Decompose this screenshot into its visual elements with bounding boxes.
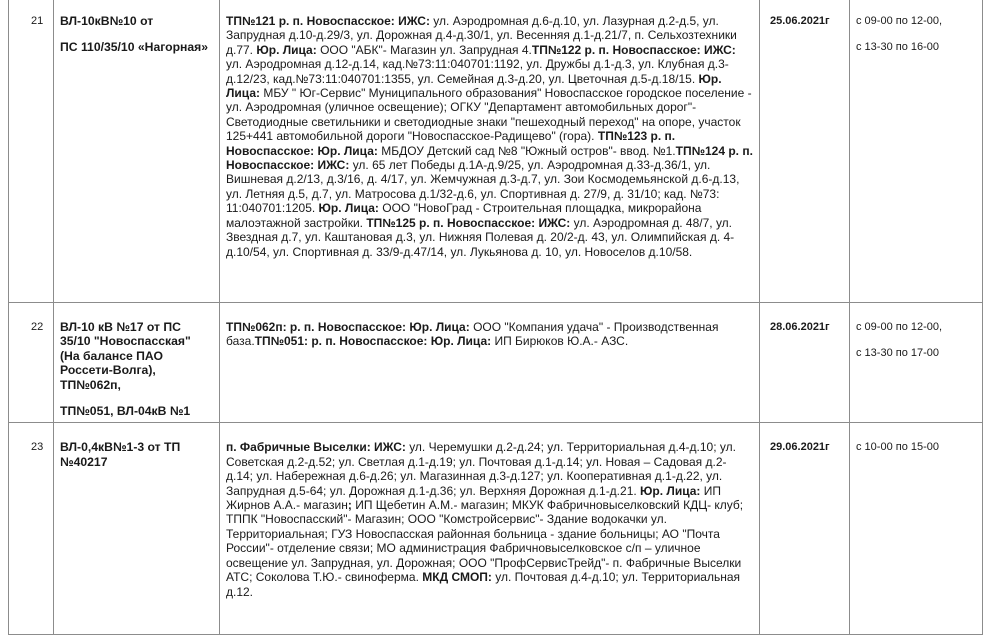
outage-time: с 09-00 по 12-00, <box>856 321 943 333</box>
consumer-text: ООО "НовоГрад - Строительная площадка, микрорайона малоэтажной застройки. <box>226 201 702 230</box>
table-row <box>9 0 983 303</box>
consumer-text: ул. 65 лет Победы д.1А-д.9/25, ул. Аэродромная д.33-д.36/1, ул. Вишневая д.2/13, д.3/16, д. 4/17, ул. Жемчужная д.3-д.7, ул. Зои Космодемьянской д.6-д.13, ул. Летняя д.5, д.7, ул. Матросова д.1/32-д.6, ул. Спортивная д. 27/9, д. 31/10; кад. №73: 11:040701:1205. <box>226 158 740 216</box>
row-number: 21 <box>9 0 54 303</box>
consumer-text: ул. Черемушки д.2-д.24; ул. Территориальная д.4-д.10; ул. Советская д.2-д.52; ул. Светлая д.1-д.19; ул. Почтовая д.1-д.14; ул. Новая – Садовая д.2-д.14; ул. Набережная д.6-д.26; ул. Магазинная д.3-д.127; ул. Кооперативная д.1-д.22, ул. Запрудная д.5-64; ул. Дорожная д.1-д.36; ул. Верхняя Дорожная д.1-д.21. <box>226 440 736 498</box>
consumer-heading: Юр. Лица: <box>226 71 722 101</box>
row-number: 23 <box>9 423 54 635</box>
power-line-cell <box>54 0 220 303</box>
power-line-text: ВЛ-10кВ№10 от <box>60 14 154 28</box>
power-line-cell <box>54 303 220 423</box>
consumer-text: ул. Почтовая д.4-д.10; ул. Территориальная д.12. <box>226 570 741 599</box>
outage-date: 25.06.2021г <box>760 0 850 303</box>
consumer-text: ул. Аэродромная д.6-д.10, ул. Лазурная д.2-д.5, ул. Запрудная д.10-д.29/3, ул. Дорожная д.4-д.30/1, ул. Весенняя д.1-д.21/7, п. Сельхозтехники д.77. <box>226 14 737 57</box>
outage-time-cell <box>850 303 983 423</box>
outage-schedule <box>8 0 982 635</box>
consumer-heading: ; <box>347 498 352 513</box>
power-line-cell <box>54 423 220 635</box>
consumer-heading: ТП№121 р. п. Новоспасское: ИЖС: <box>226 14 430 28</box>
consumer-text: ООО "Компания удача" - Производственная база. <box>226 320 719 349</box>
outage-time-cell <box>850 423 983 635</box>
consumer-heading: ТП№062п: р. п. Новоспасское: Юр. Лица: <box>226 320 470 334</box>
row-number: 22 <box>9 303 54 423</box>
consumer-heading: Юр. Лица: <box>256 42 317 57</box>
consumer-text: ИП Жирнов А.А.- магазин <box>226 483 722 513</box>
outage-time: с 13-30 по 17-00 <box>856 347 940 360</box>
consumer-heading: Юр. Лица: <box>640 483 701 498</box>
table-row <box>9 423 983 635</box>
consumer-heading: ТП№125 р. п. Новоспасское: ИЖС: <box>366 215 571 230</box>
outage-date: 28.06.2021г <box>760 303 850 423</box>
consumer-heading: Юр. Лица: <box>318 201 379 216</box>
consumer-text: ул. Аэродромная д. 48/7, ул. Звездная д.7, ул. Каштановая д.3, ул. Нижняя Полевая д. 20/2-д. 43, ул. Олимпийская д. 4-д.10/54, ул. Спортивная д. 33/9-д.47/14, ул. Лукьянова д. 10, ул. Новоселов д.10/58. <box>226 215 735 259</box>
outage-table-body <box>9 0 983 635</box>
power-line-text: ВЛ-0,4кВ№1-3 от ТП №40217 <box>60 440 181 469</box>
power-line-text: ТП№051, ВЛ-04кВ №1 <box>60 404 191 419</box>
outage-time: с 13-30 по 16-00 <box>856 41 940 54</box>
consumer-heading: ТП№123 р. п. Новоспасское: Юр. Лица: <box>226 129 676 158</box>
consumers-cell <box>220 423 760 635</box>
consumer-heading: МКД СМОП: <box>422 570 492 585</box>
power-line-text: ВЛ-10 кВ №17 от ПС 35/10 "Новоспасская" (На балансе ПАО Россети-Волга), ТП№062п, <box>60 320 191 392</box>
consumer-heading: ТП№051: р. п. Новоспасское: Юр. Лица: <box>254 334 492 349</box>
outage-time-cell <box>850 0 983 303</box>
consumer-heading: ТП№122 р. п. Новоспасское: ИЖС: <box>531 42 736 57</box>
consumer-text: ул. Аэродромная д.12-д.14, кад.№73:11:040701:1192, ул. Дружбы д.1-д.3, ул. Клубная д.3-д.12/23, кад.№73:11:040701:1355, ул. Семейная д.3-д.20, ул. Цветочная д.5-д.18/15. <box>226 57 729 86</box>
consumer-heading: п. Фабричные Выселки: ИЖС: <box>226 440 406 455</box>
table-row <box>9 303 983 423</box>
consumer-heading: ТП№124 р. п. Новоспасское: ИЖС: <box>226 143 753 173</box>
consumers-cell <box>220 0 760 303</box>
consumers-cell <box>220 303 760 423</box>
outage-date: 29.06.2021г <box>760 423 850 635</box>
outage-time: с 09-00 по 12-00, <box>856 15 943 27</box>
power-line-text: ПС 110/35/10 «Нагорная» <box>60 40 209 55</box>
consumer-text: МБДОУ Детский сад №8 "Южный остров"- ввод. №1. <box>377 143 676 158</box>
consumer-text: ИП Щебетин А.М.- магазин; МКУК Фабричновыселковский КДЦ- клуб; ТППК "Новоспасский"- Магазин; ООО "Комстройсервис"- Здание водокачки ул. Территориальная; ГУЗ Новоспасская районная больница - здание больницы; АО "Почта России"- отделение связи; МО администрация Фабричновыселковское с/п – уличное освещение ул. Запрудная, ул. Дорожная; ООО "ПрофСервисТрейд"- п. Фабричные Выселки АТС; Соколова Т.Ю.- свиноферма. <box>226 498 744 585</box>
outage-table <box>8 0 983 635</box>
consumer-text: ИП Бирюков Ю.А.- АЗС. <box>491 334 629 349</box>
consumer-text: ООО "АБК"- Магазин ул. Запрудная 4. <box>316 42 532 57</box>
outage-time: с 10-00 по 15-00 <box>856 441 940 454</box>
consumer-text: МБУ " Юг-Сервис" Муниципального образования" Новоспасское городское поселение - ул. Аэродромная (уличное освещение); ОГКУ "Департамент автомобильных дорог"- Светодиодные светильники и светодиодные знаки "пешеходный переход" на опоре, участок 125+441 автомобильной дороги "Новоспасское-Радищево" (гора). <box>226 86 752 144</box>
